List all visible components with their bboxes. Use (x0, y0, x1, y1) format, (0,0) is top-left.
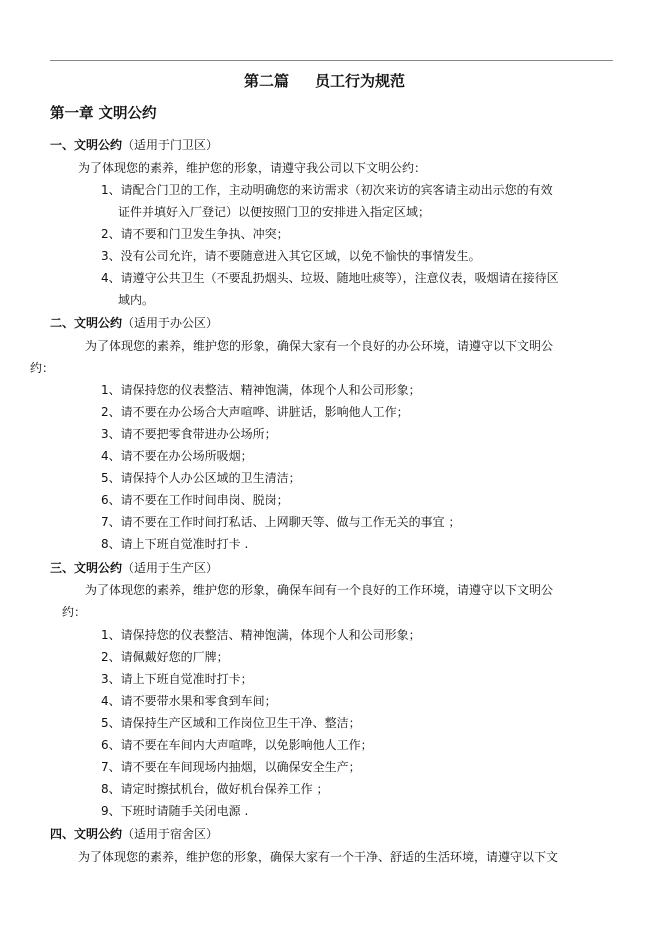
section-heading (50, 561, 218, 575)
list-item-continuation: 域内。 (118, 293, 155, 307)
list-item: 2、请不要在办公场合大声喧哗、讲脏话，影响他人工作； (101, 405, 409, 419)
list-item: 9、下班时请随手关闭电源 . (101, 804, 249, 818)
section-title: 一、文明公约 (50, 138, 123, 152)
page-title (244, 72, 405, 90)
section-title: 三、文明公约 (50, 561, 123, 575)
list-item-continuation: 证件并填好入厂登记）以便按照门卫的安排进入指定区域； (118, 205, 431, 219)
section-heading (50, 138, 218, 152)
list-item: 6、请不要在车间内大声喧哗，以免影响他人工作； (101, 738, 373, 752)
title-part: 第二篇 (244, 72, 290, 90)
section-note: （适用于生产区） (122, 561, 219, 575)
list-item: 4、请不要在办公场所吸烟； (101, 449, 253, 463)
list-item: 7、请不要在工作时间打私话、上网聊天等、做与工作无关的事宜 ； (101, 515, 461, 529)
list-item: 4、请遵守公共卫生（不要乱扔烟头、垃圾、随地吐痰等），注意仪表，吸烟请在接待区 (101, 271, 559, 285)
section-heading (50, 827, 218, 841)
section-title: 四、文明公约 (50, 827, 123, 841)
list-item: 3、没有公司允许，请不要随意进入其它区域，以免不愉快的事情发生。 (101, 249, 481, 263)
list-item: 3、请不要把零食带进办公场所； (101, 427, 277, 441)
list-item: 8、请定时擦拭机台，做好机台保养工作 ； (101, 782, 329, 796)
list-item: 5、请保持生产区域和工作岗位卫生干净、整洁； (101, 716, 361, 730)
title-name: 员工行为规范 (315, 72, 406, 90)
section-intro: 为了体现您的素养，维护您的形象，请遵守我公司以下文明公约： (78, 161, 427, 175)
list-item: 6、请不要在工作时间串岗、脱岗； (101, 493, 289, 507)
section-intro: 为了体现您的素养，维护您的形象，确保大家有一个良好的办公环境，请遵守以下文明公 (85, 339, 554, 353)
section-intro-continuation: 约： (62, 605, 87, 619)
list-item: 1、请保持您的仪表整洁、精神饱满，体现个人和公司形象； (101, 383, 421, 397)
header-rule (50, 60, 613, 61)
section-note: （适用于门卫区） (122, 138, 219, 152)
section-title: 二、文明公约 (50, 316, 123, 330)
list-item: 4、请不要带水果和零食到车间； (101, 694, 277, 708)
section-heading (50, 316, 218, 330)
list-item: 8、请上下班自觉准时打卡 . (101, 537, 249, 551)
list-item: 1、请配合门卫的工作，主动明确您的来访需求（初次来访的宾客请主动出示您的有效 (101, 183, 553, 197)
list-item: 2、请佩戴好您的厂牌； (101, 650, 229, 664)
section-note: （适用于宿舍区） (122, 827, 219, 841)
list-item: 3、请上下班自觉准时打卡； (101, 672, 253, 686)
list-item: 5、请保持个人办公区域的卫生清洁； (101, 471, 301, 485)
section-intro: 为了体现您的素养，维护您的形象，确保大家有一个干净、舒适的生活环境，请遵守以下文 (78, 850, 559, 864)
chapter-heading: 第一章 文明公约 (50, 106, 157, 122)
section-intro: 为了体现您的素养，维护您的形象，确保车间有一个良好的工作环境，请遵守以下文明公 (85, 583, 554, 597)
list-item: 1、请保持您的仪表整洁、精神饱满，体现个人和公司形象； (101, 628, 421, 642)
section-note: （适用于办公区） (122, 316, 219, 330)
list-item: 2、请不要和门卫发生争执、冲突； (101, 227, 289, 241)
section-intro-continuation: 约： (30, 361, 55, 375)
list-item: 7、请不要在车间现场内抽烟，以确保安全生产； (101, 760, 361, 774)
